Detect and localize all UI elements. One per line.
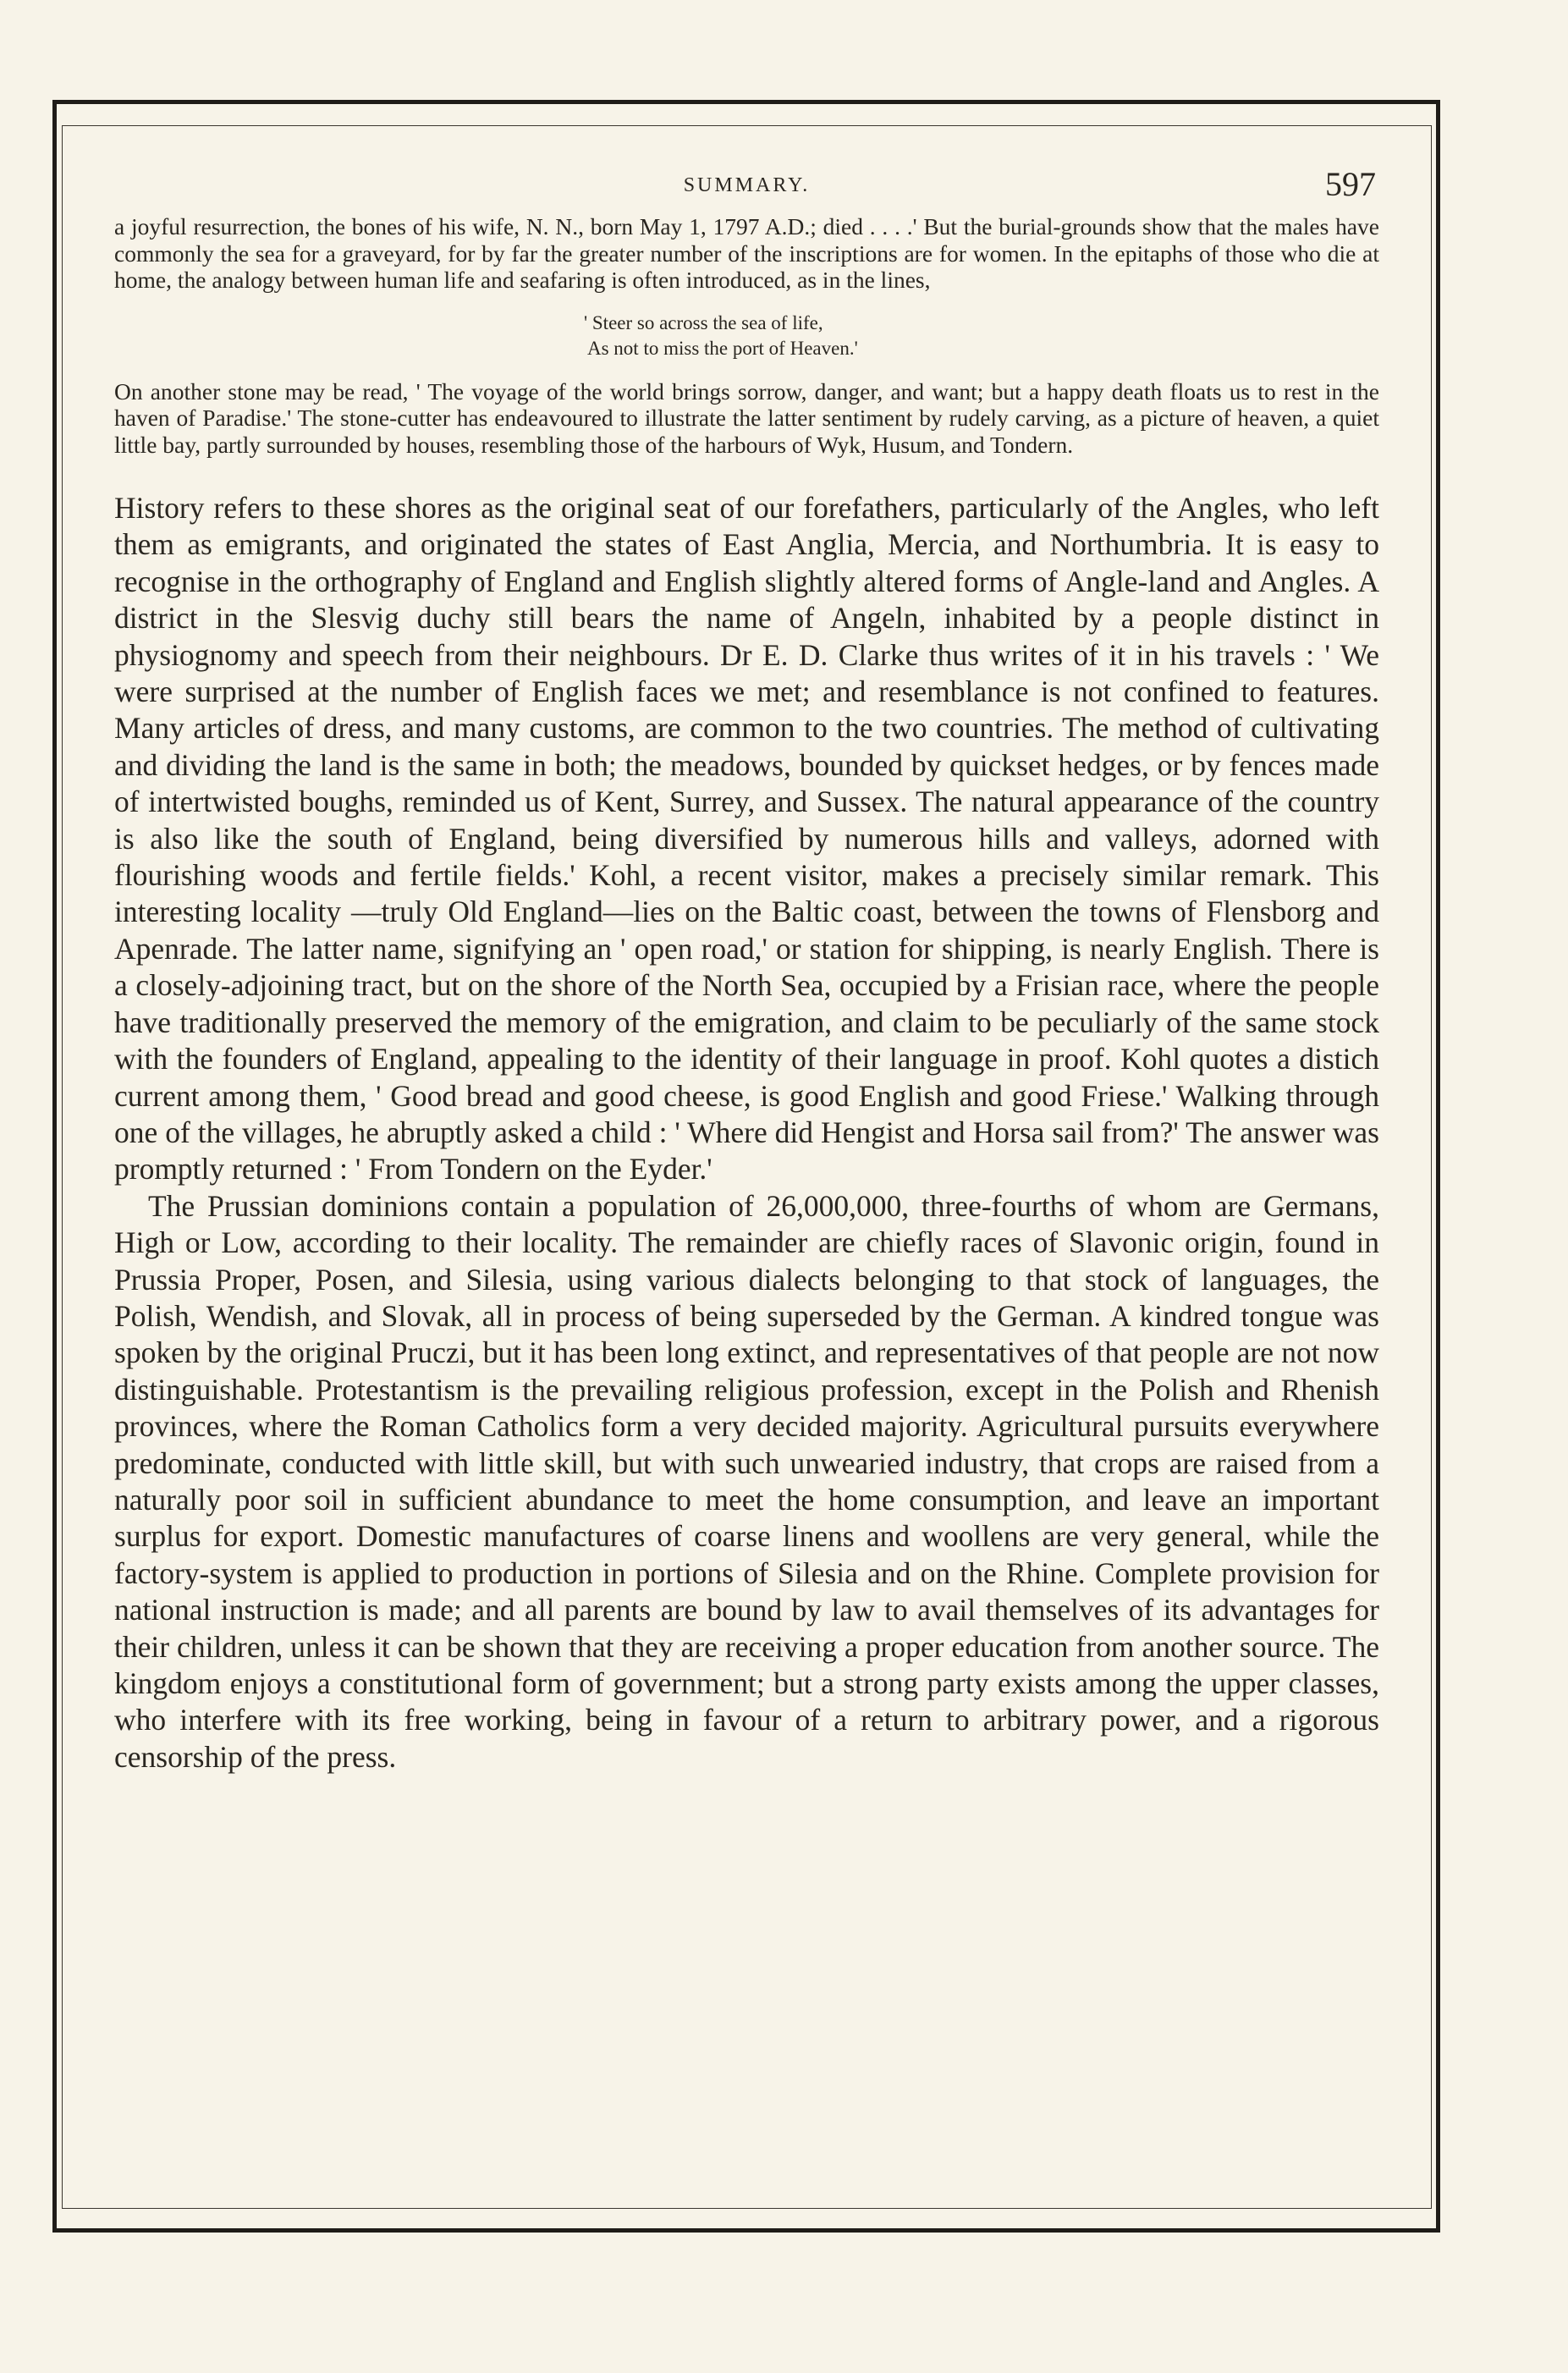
body-paragraph-2: The Prussian dominions contain a population of 26,000,000, three-fourths of whom are Germans, High or Low, according to their locality. The remainder are chiefly races of Slavonic origin, found in Prussia Proper, Posen, and Silesia, using various dialects belonging to that stock of languages, the Polish, Wendish, and Slovak, all in process of being superseded by the German. A kindred tongue was spoken by the original Pruczi, but it has been long extinct, and representatives of that people are not now distinguishable. Protestantism is the prevailing religious profession, except in the Polish and Rhenish provinces, where the Roman Catholics form a very decided majority. Agricultural pursuits everywhere predominate, conducted with little skill, but with such unwearied industry, that crops are raised from a naturally poor soil in sufficient abundance to meet the home consumption, and leave an important surplus for export. Domestic manufactures of coarse linens and woollens are very general, while the factory-system is applied to production in portions of Silesia and on the Rhine. Complete provision for national instruction is made; and all parents are bound by law to avail themselves of its advantages for their children, unless it can be shown that they are receiving a proper education from another source. The kingdom enjoys a constitutional form of government; but a strong party exists among the upper classes, who interfere with its free working, being in favour of a return to arbitrary power, and a rigorous censorship of the press. bbox=[114, 1188, 1379, 1774]
epitaph-verse bbox=[584, 311, 1379, 361]
running-title: SUMMARY. bbox=[683, 174, 811, 196]
body-paragraph-1: History refers to these shores as the original seat of our forefathers, particularly of the Angles, who left them as emigrants, and originated the states of East Anglia, Mercia, and Northumbria. It is easy to recognise in the orthography of England and English slightly altered forms of Angle-land and Angles. A district in the Slesvig duchy still bears the name of Angeln, inhabited by a people distinct in physiognomy and speech from their neighbours. Dr E. D. Clarke thus writes of it in his travels : ' We were surprised at the number of English faces we met; and resemblance is not confined to features. Many articles of dress, and many customs, are common to the two countries. The method of cultivating and dividing the land is the same in both; the meadows, bounded by quickset hedges, or by fences made of intertwisted boughs, reminded us of Kent, Surrey, and Sussex. The natural appearance of the country is also like the south of England, being diversified by numerous hills and valleys, adorned with flourishing woods and fertile fields.' Kohl, a recent visitor, makes a precisely similar remark. This interesting locality —truly Old England—lies on the Baltic coast, between the towns of Flensborg and Apenrade. The latter name, signifying an ' open road,' or station for shipping, is nearly English. There is a closely-adjoining tract, but on the shore of the North Sea, occupied by a Frisian race, where the people have traditionally preserved the memory of the emigration, and claim to be peculiarly of the same stock with the founders of England, appealing to the identity of their language in proof. Kohl quotes a distich current among them, ' Good bread and good cheese, is good English and good Friese.' Walking through one of the villages, he abruptly asked a child : ' Where did Hengist and Horsa sail from?' The answer was promptly returned : ' From Tondern on the Eyder.' bbox=[114, 491, 1379, 1186]
small-text-paragraph-2: On another stone may be read, ' The voyage of the world brings sorrow, danger, and want; but a happy death floats us to rest in the haven of Paradise.' The stone-cutter has endeavoured to illustrate the latter sentiment by rudely carving, as a picture of heaven, a quiet little bay, partly surrounded by houses, resembling those of the harbours of Wyk, Husum, and Tondern. bbox=[114, 377, 1379, 458]
verse-line-1: ' Steer so across the sea of life, bbox=[584, 311, 823, 333]
page-content bbox=[114, 165, 1379, 1776]
verse-line-2: As not to miss the port of Heaven.' bbox=[587, 337, 858, 359]
page-number: 597 bbox=[1325, 165, 1376, 203]
running-head bbox=[114, 165, 1379, 213]
small-text-paragraph-1: a joyful resurrection, the bones of his wife, N. N., born May 1, 1797 A.D.; died . . . .' But the burial-grounds show that the males have commonly the sea for a graveyard, for by far the greater number of the inscriptions are for women. In the epitaphs of those who die at home, the analogy between human life and seafaring is often introduced, as in the lines, bbox=[114, 213, 1379, 293]
